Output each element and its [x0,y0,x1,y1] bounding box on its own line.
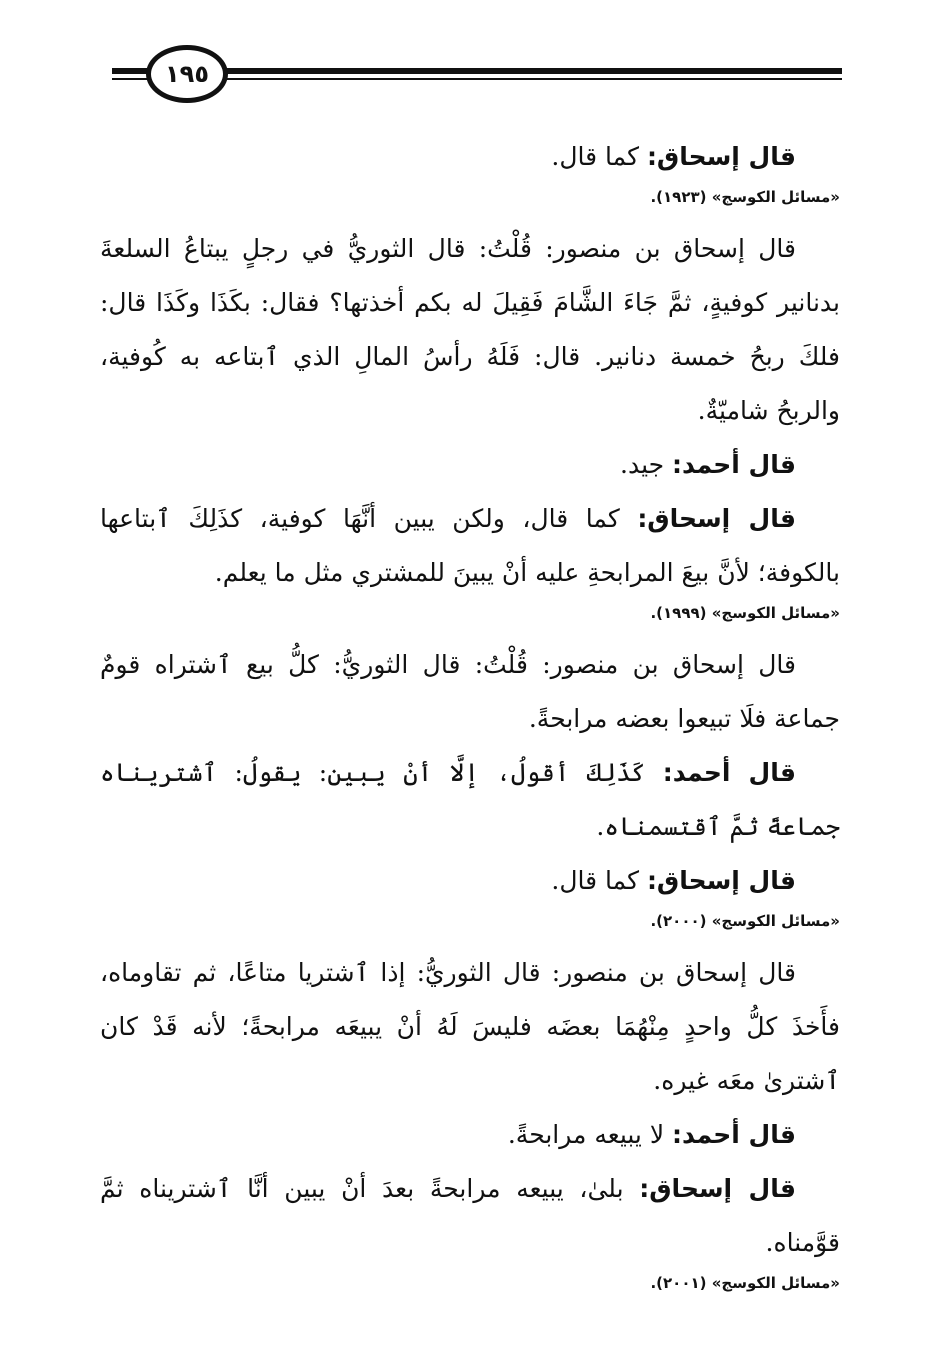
speaker-label: قال أحمد: [672,450,796,479]
dialogue-text: كما قال. [551,866,647,895]
speaker-label: قال أحمد: [662,758,796,787]
dialogue-text: كما قال. [551,142,647,171]
speaker-label: قال إسحاق: [646,142,796,171]
dialogue-paragraph [100,1162,840,1270]
citation-reference: «مسائل الكوسج» (١٩٩٩). [650,604,840,622]
citation-reference: «مسائل الكوسج» (٢٠٠٠). [650,912,840,930]
narration-paragraph: قال إسحاق بن منصور: قُلْتُ: قال الثوريُّ: كلُّ بيع ٱشتراه قومٌ جماعة فلَا تبيعوا بعضه مرابحةً. [100,650,840,733]
speaker-label: قال إسحاق: [637,504,796,533]
citation-reference: «مسائل الكوسج» (٢٠٠١). [650,1274,840,1292]
dialogue-paragraph [100,130,840,184]
dialogue-text: كما قال، ولكن يبين أنَّهَا كوفية، كذَلِكَ ٱبتاعها بالكوفة؛ لأنَّ بيعَ المرابحةِ عليه أنْ يبينَ للمشتري مثل ما يعلم. [100,504,840,587]
dialogue-paragraph [100,854,840,908]
dialogue-text: كَذَلِكَ أقولُ، إلَّا أنْ يبين: يقولُ: ٱشتريناه جماعةً ثمَّ ٱقتسمناه. [100,758,840,841]
dialogue-text: لا يبيعه مرابحةً. [507,1120,673,1149]
speaker-label: قال إسحاق: [639,1174,796,1203]
dialogue-text: بلىٰ، يبيعه مرابحةً بعدَ أنْ يبين أنَّا ٱشتريناه ثمَّ قوَّمناه. [100,1174,840,1257]
dialogue-text: جيد. [620,450,673,479]
page-number-oval [146,45,228,103]
dialogue-paragraph [100,1108,840,1162]
speaker-label: قال أحمد: [672,1120,796,1149]
citation-reference: «مسائل الكوسج» (١٩٢٣). [650,188,840,206]
page-body [100,130,840,1308]
page-number: ١٩٥ [165,60,209,88]
dialogue-paragraph [100,492,840,600]
page-header [112,40,842,110]
speaker-label: قال إسحاق: [646,866,796,895]
narration-paragraph: قال إسحاق بن منصور: قال الثوريُّ: إذا ٱشتريا متاعًا، ثم تقاوماه، فأَخذَ كلُّ واحدٍ مِنْهُمَا بعضَه فليسَ لَهُ أنْ يبيعَه مرابحةً؛ لأنه قَدْ كان ٱشترىٰ معَه غيره. [100,958,840,1095]
dialogue-paragraph [100,746,840,854]
narration-paragraph: قال إسحاق بن منصور: قُلْتُ: قال الثوريُّ في رجلٍ يبتاعُ السلعةَ بدنانير كوفيةٍ، ثمَّ جَاءَ الشَّامَ فَقِيلَ له بكم أخذتها؟ فقال: بكَذَا وكَذَا قال: فلكَ ربحُ خمسة دنانير. قال: فَلَهُ رأسُ المالِ الذي ٱبتاعه به كُوفية، والربحُ شاميّةٌ. [100,234,840,425]
dialogue-paragraph [100,438,840,492]
